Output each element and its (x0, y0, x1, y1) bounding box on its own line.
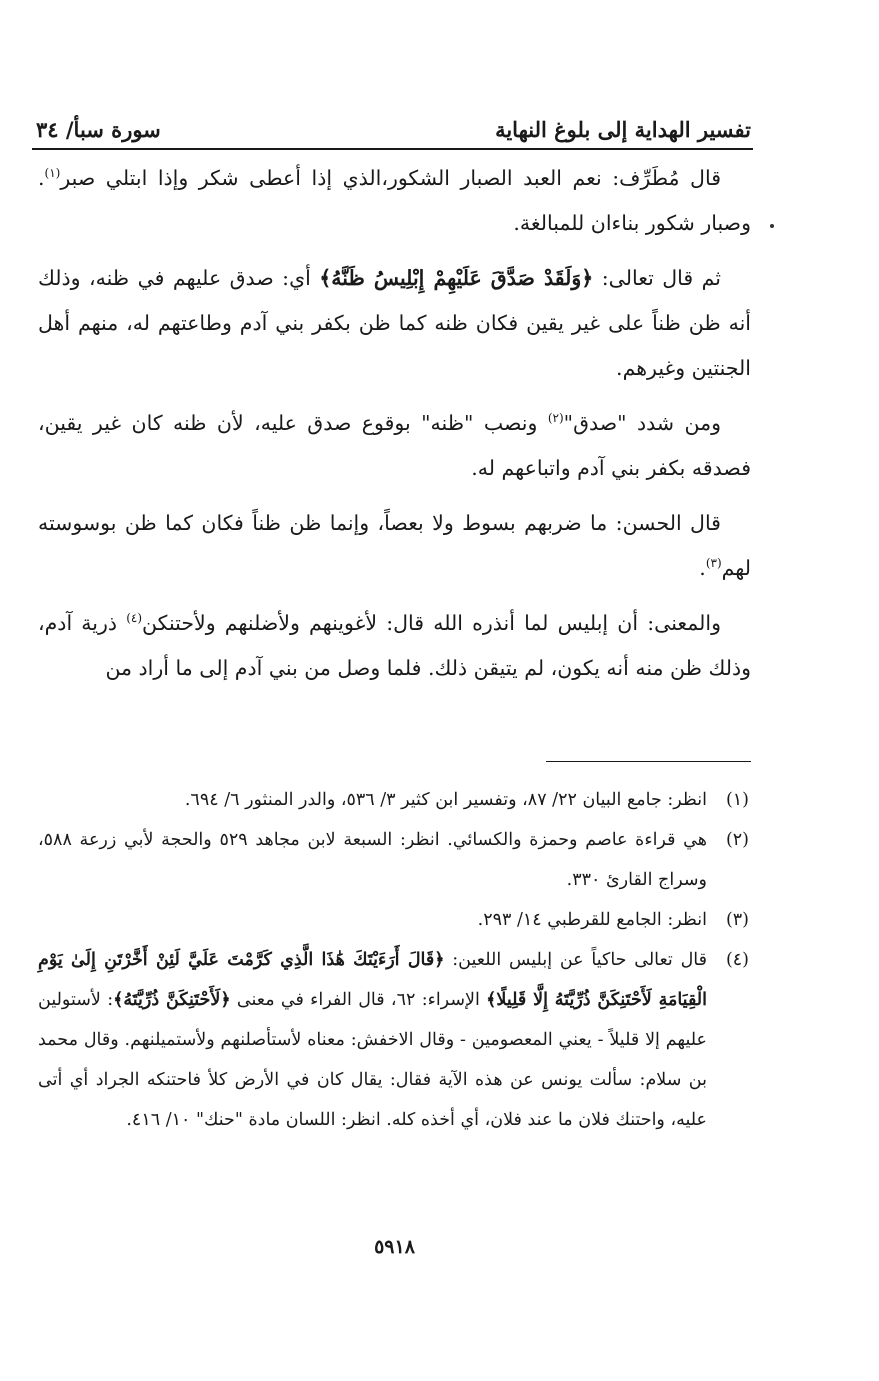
footnote-number: (١) (725, 790, 749, 810)
paragraph-text: ذرية آدم، وذلك ظن منه أنه يكون، لم يتيقن ذلك. فلما وصل من بني آدم إلى ما أراد من (38, 611, 751, 680)
page-number: ٥٩١٨ (374, 1236, 415, 1258)
paragraph-text: ثم قال تعالى: (593, 266, 721, 290)
footnote-ref[interactable]: (٣) (705, 556, 722, 571)
footnote-ref[interactable]: (٤) (126, 611, 143, 626)
page-header (36, 98, 751, 142)
margin-mark (770, 224, 774, 228)
paragraph (38, 601, 751, 691)
quran-verse: ﴿لَأَحْتَنِكَنَّ ذُرِّيَّتَهُ﴾ (113, 990, 231, 1010)
paragraph-text: . وصبار شكور بناءان للمبالغة. (38, 166, 751, 235)
surah-title: سورة سبأ/ ٣٤ (36, 117, 161, 142)
paragraph-text: قال مُطَرِّف: نعم العبد الصبار الشكور،الذي إذا أعطى شكر وإذا ابتلي صبر (60, 166, 721, 190)
footnote (38, 900, 749, 940)
footnote-number: (٤) (725, 950, 749, 970)
footnote-text: انظر: جامع البيان ٢٢/ ٨٧، وتفسير ابن كثير ٣/ ٥٣٦، والدر المنثور ٦/ ٦٩٤. (184, 790, 707, 810)
quran-verse: ﴿قَالَ أَرَءَيْتَكَ هَٰذَا الَّذِي كَرَّمْتَ عَلَيَّ لَئِنْ أَخَّرْتَنِ إِلَىٰ يَوْمِ الْقِيَامَةِ لَأَحْتَنِكَنَّ ذُرِّيَّتَهُ إِلَّا قَلِيلًا﴾ (38, 950, 707, 1010)
paragraph (38, 401, 751, 491)
footnote-text-part: : لأستولين عليهم إلا قليلاً - يعني المعصومين - وقال الاخفش: معناه لأستأصلنهم ولأستميلنهم. وقال محمد بن سلام: سألت يونس عن هذه الآية فقال: يقال كان في الأرض كلأ فاحتنكه الجراد أي أتى عليه، واحتنك فلان ما عند فلان، أي أخذه كله. انظر: اللسان مادة "حنك" ١٠/ ٤١٦. (38, 990, 707, 1130)
footnote-ref[interactable]: (٢) (547, 411, 564, 426)
footnote-text (38, 940, 707, 1140)
paragraph-text: ومن شدد "صدق" (563, 411, 721, 435)
footnote (38, 940, 749, 1140)
footnote-text: هي قراءة عاصم وحمزة والكسائي. انظر: السبعة لابن مجاهد ٥٢٩ والحجة لأبي زرعة ٥٨٨، وسراج القارئ ٣٣٠. (38, 830, 707, 890)
footnotes (38, 780, 749, 1140)
paragraph-text: قال الحسن: ما ضربهم بسوط ولا بعصاً، وإنما ظن ظناً فكان كما ظن بوسوسته لهم (38, 511, 751, 580)
header-rule (32, 148, 753, 150)
paragraph-text: . (699, 556, 706, 580)
quran-verse: ﴿وَلَقَدْ صَدَّقَ عَلَيْهِمْ إِبْلِيسُ ظَنَّهُ﴾ (319, 266, 594, 290)
main-text (38, 156, 751, 701)
footnote-text-part: قال تعالى حاكياً عن إبليس اللعين: (444, 950, 707, 970)
paragraph (38, 501, 751, 591)
paragraph-text: والمعنى: أن إبليس لما أنذره الله قال: لأغوينهم ولأضلنهم ولأحتنكن (142, 611, 721, 635)
footnote-number: (٣) (725, 910, 749, 930)
book-title: تفسير الهداية إلى بلوغ النهاية (495, 117, 751, 142)
footnote-text: انظر: الجامع للقرطبي ١٤/ ٢٩٣. (477, 910, 707, 930)
paragraph-text: أي: صدق عليهم في ظنه، وذلك أنه ظن ظناً على غير يقين فكان ظنه كما ظن بكفر بني آدم وطاعتهم له، منهم أهل الجنتين وغيرهم. (38, 266, 751, 380)
footnote (38, 820, 749, 900)
footnote (38, 780, 749, 820)
footnote-text-part: الإسراء: ٦٢، قال الفراء في معنى (230, 990, 487, 1010)
paragraph (38, 156, 751, 246)
footnote-separator (546, 761, 751, 762)
paragraph-text: ونصب "ظنه" بوقوع صدق عليه، لأن ظنه كان غير يقين، فصدقه بكفر بني آدم واتباعهم له. (38, 411, 751, 480)
footnote-ref[interactable]: (١) (44, 166, 61, 181)
footnote-number: (٢) (725, 830, 749, 850)
paragraph (38, 256, 751, 391)
